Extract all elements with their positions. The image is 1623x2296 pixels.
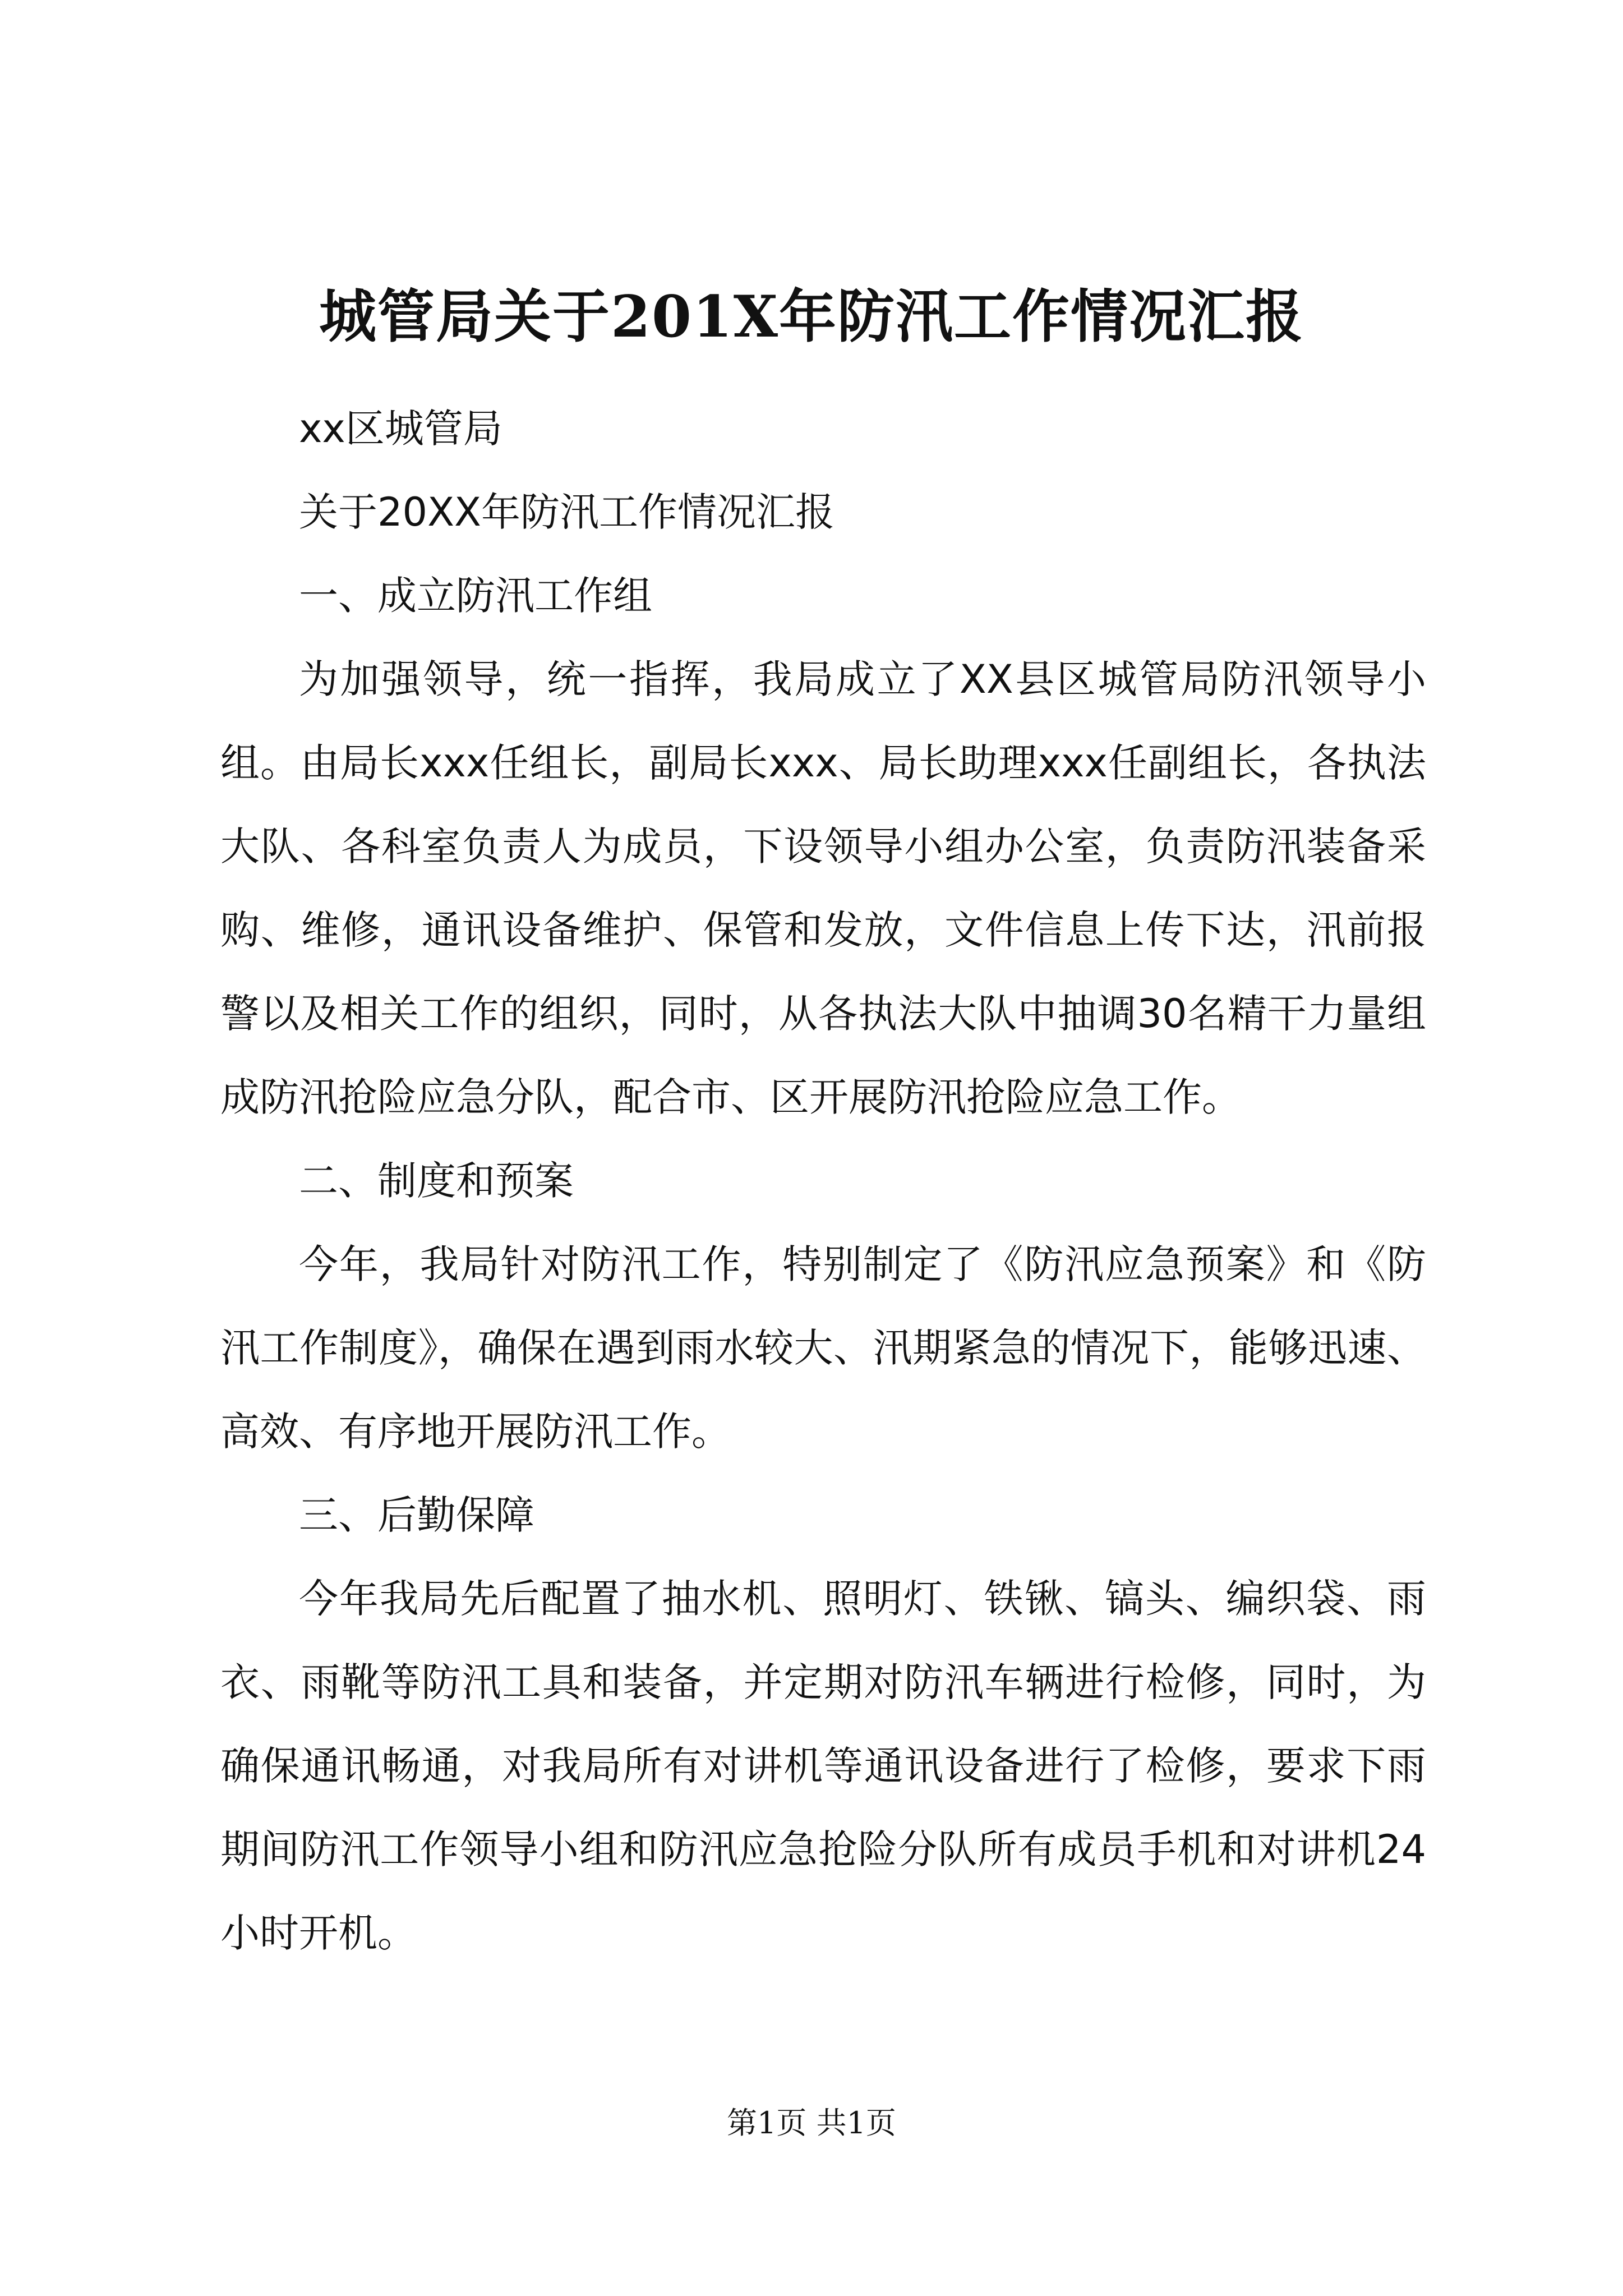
section-heading-2: 二、制度和预案 (299, 1158, 574, 1204)
section-heading-3: 三、后勤保障 (299, 1492, 534, 1538)
paragraph-section-1: 为加强领导，统一指挥，我局成立了XX县区城管局防汛领导小组。由局长xxx任组长，副局长xxx、局长助理xxx任副组长，各执法大队、各科室负责人为成员，下设领导小组办公室，负责防汛装备采购、维修，通讯设备维护、保管和发放，文件信息上传下达，汛前报警以及相关工作的组织，同时，从各执法大队中抽调30名精干力量组成防汛抢险应急分队，配合市、区开展防汛抢险应急工作。 (220, 656, 1426, 1120)
section-heading-1: 一、成立防汛工作组 (299, 573, 652, 619)
paragraph-section-2: 今年，我局针对防汛工作，特别制定了《防汛应急预案》和《防汛工作制度》，确保在遇到雨水较大、汛期紧急的情况下，能够迅速、高效、有序地开展防汛工作。 (220, 1241, 1426, 1455)
document-title: 城管局关于201X年防汛工作情况汇报 (319, 283, 1304, 351)
paragraph-issuer: xx区城管局 (299, 406, 502, 452)
page-number-footer: 第1页 共1页 (727, 2105, 896, 2141)
document-body (220, 387, 1426, 1975)
paragraph-section-3: 今年我局先后配置了抽水机、照明灯、铁锹、镐头、编织袋、雨衣、雨靴等防汛工具和装备，并定期对防汛车辆进行检修，同时，为确保通讯畅通，对我局所有对讲机等通讯设备进行了检修，要求下雨期间防汛工作领导小组和防汛应急抢险分队所有成员手机和对讲机24小时开机。 (220, 1576, 1426, 1956)
paragraph-subject: 关于20XX年防汛工作情况汇报 (299, 489, 834, 535)
